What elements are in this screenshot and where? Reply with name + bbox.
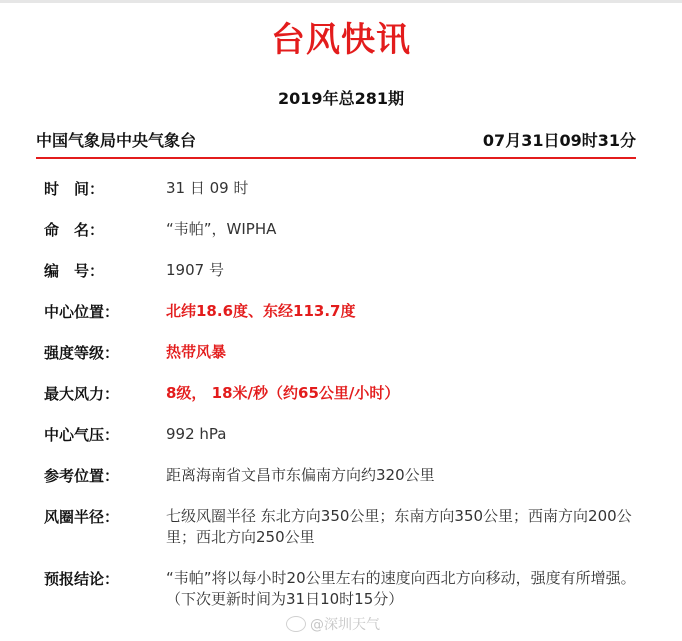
- issue-number: 2019年总281期: [278, 89, 404, 108]
- forecast-text: “韦帕”将以每小时20公里左右的速度向西北方向移动，强度有所增强。: [166, 569, 636, 587]
- field-label-pressure: 中心气压：: [44, 426, 120, 444]
- field-label-name: 命 名：: [44, 221, 105, 239]
- bulletin-header: [36, 128, 636, 150]
- weibo-watermark: [286, 612, 380, 636]
- next-update-note: （下次更新时间为31日10时15分）: [166, 590, 404, 608]
- field-value-time: 31 日 09 时: [166, 179, 249, 197]
- weibo-icon: [286, 616, 306, 632]
- issued-time: 07月31日09时31分: [482, 131, 636, 150]
- top-border: [0, 0, 682, 3]
- field-label-reference-position: 参考位置：: [44, 467, 120, 485]
- field-value-forecast: [166, 568, 636, 610]
- field-label-forecast: 预报结论：: [44, 570, 120, 588]
- field-value-max-wind: 8级， 18米/秒（约65公里/小时）: [166, 384, 400, 402]
- issuing-agency: 中国气象局中央气象台: [36, 131, 197, 150]
- field-label-wind-radius: 风圈半径：: [44, 508, 120, 526]
- field-value-wind-radius: 七级风圈半径 东北方向350公里；东南方向350公里；西南方向200公里；西北方向250公里: [166, 507, 632, 546]
- field-value-pressure: 992 hPa: [166, 425, 227, 443]
- field-label-center-position: 中心位置：: [44, 303, 120, 321]
- field-label-intensity: 强度等级：: [44, 344, 120, 362]
- field-value-center-position: 北纬18.6度、东经113.7度: [166, 302, 356, 320]
- field-value-reference-position: 距离海南省文昌市东偏南方向约320公里: [166, 466, 435, 484]
- watermark-text: @深圳天气: [310, 617, 380, 633]
- field-label-max-wind: 最大风力：: [44, 385, 120, 403]
- field-label-time: 时 间：: [44, 180, 105, 198]
- field-value-name: “韦帕”，WIPHA: [166, 220, 277, 238]
- header-divider: [36, 157, 636, 159]
- page-title: 台风快讯: [271, 20, 411, 60]
- field-value-intensity: 热带风暴: [166, 343, 227, 361]
- field-value-number: 1907 号: [166, 261, 224, 279]
- field-label-number: 编 号：: [44, 262, 105, 280]
